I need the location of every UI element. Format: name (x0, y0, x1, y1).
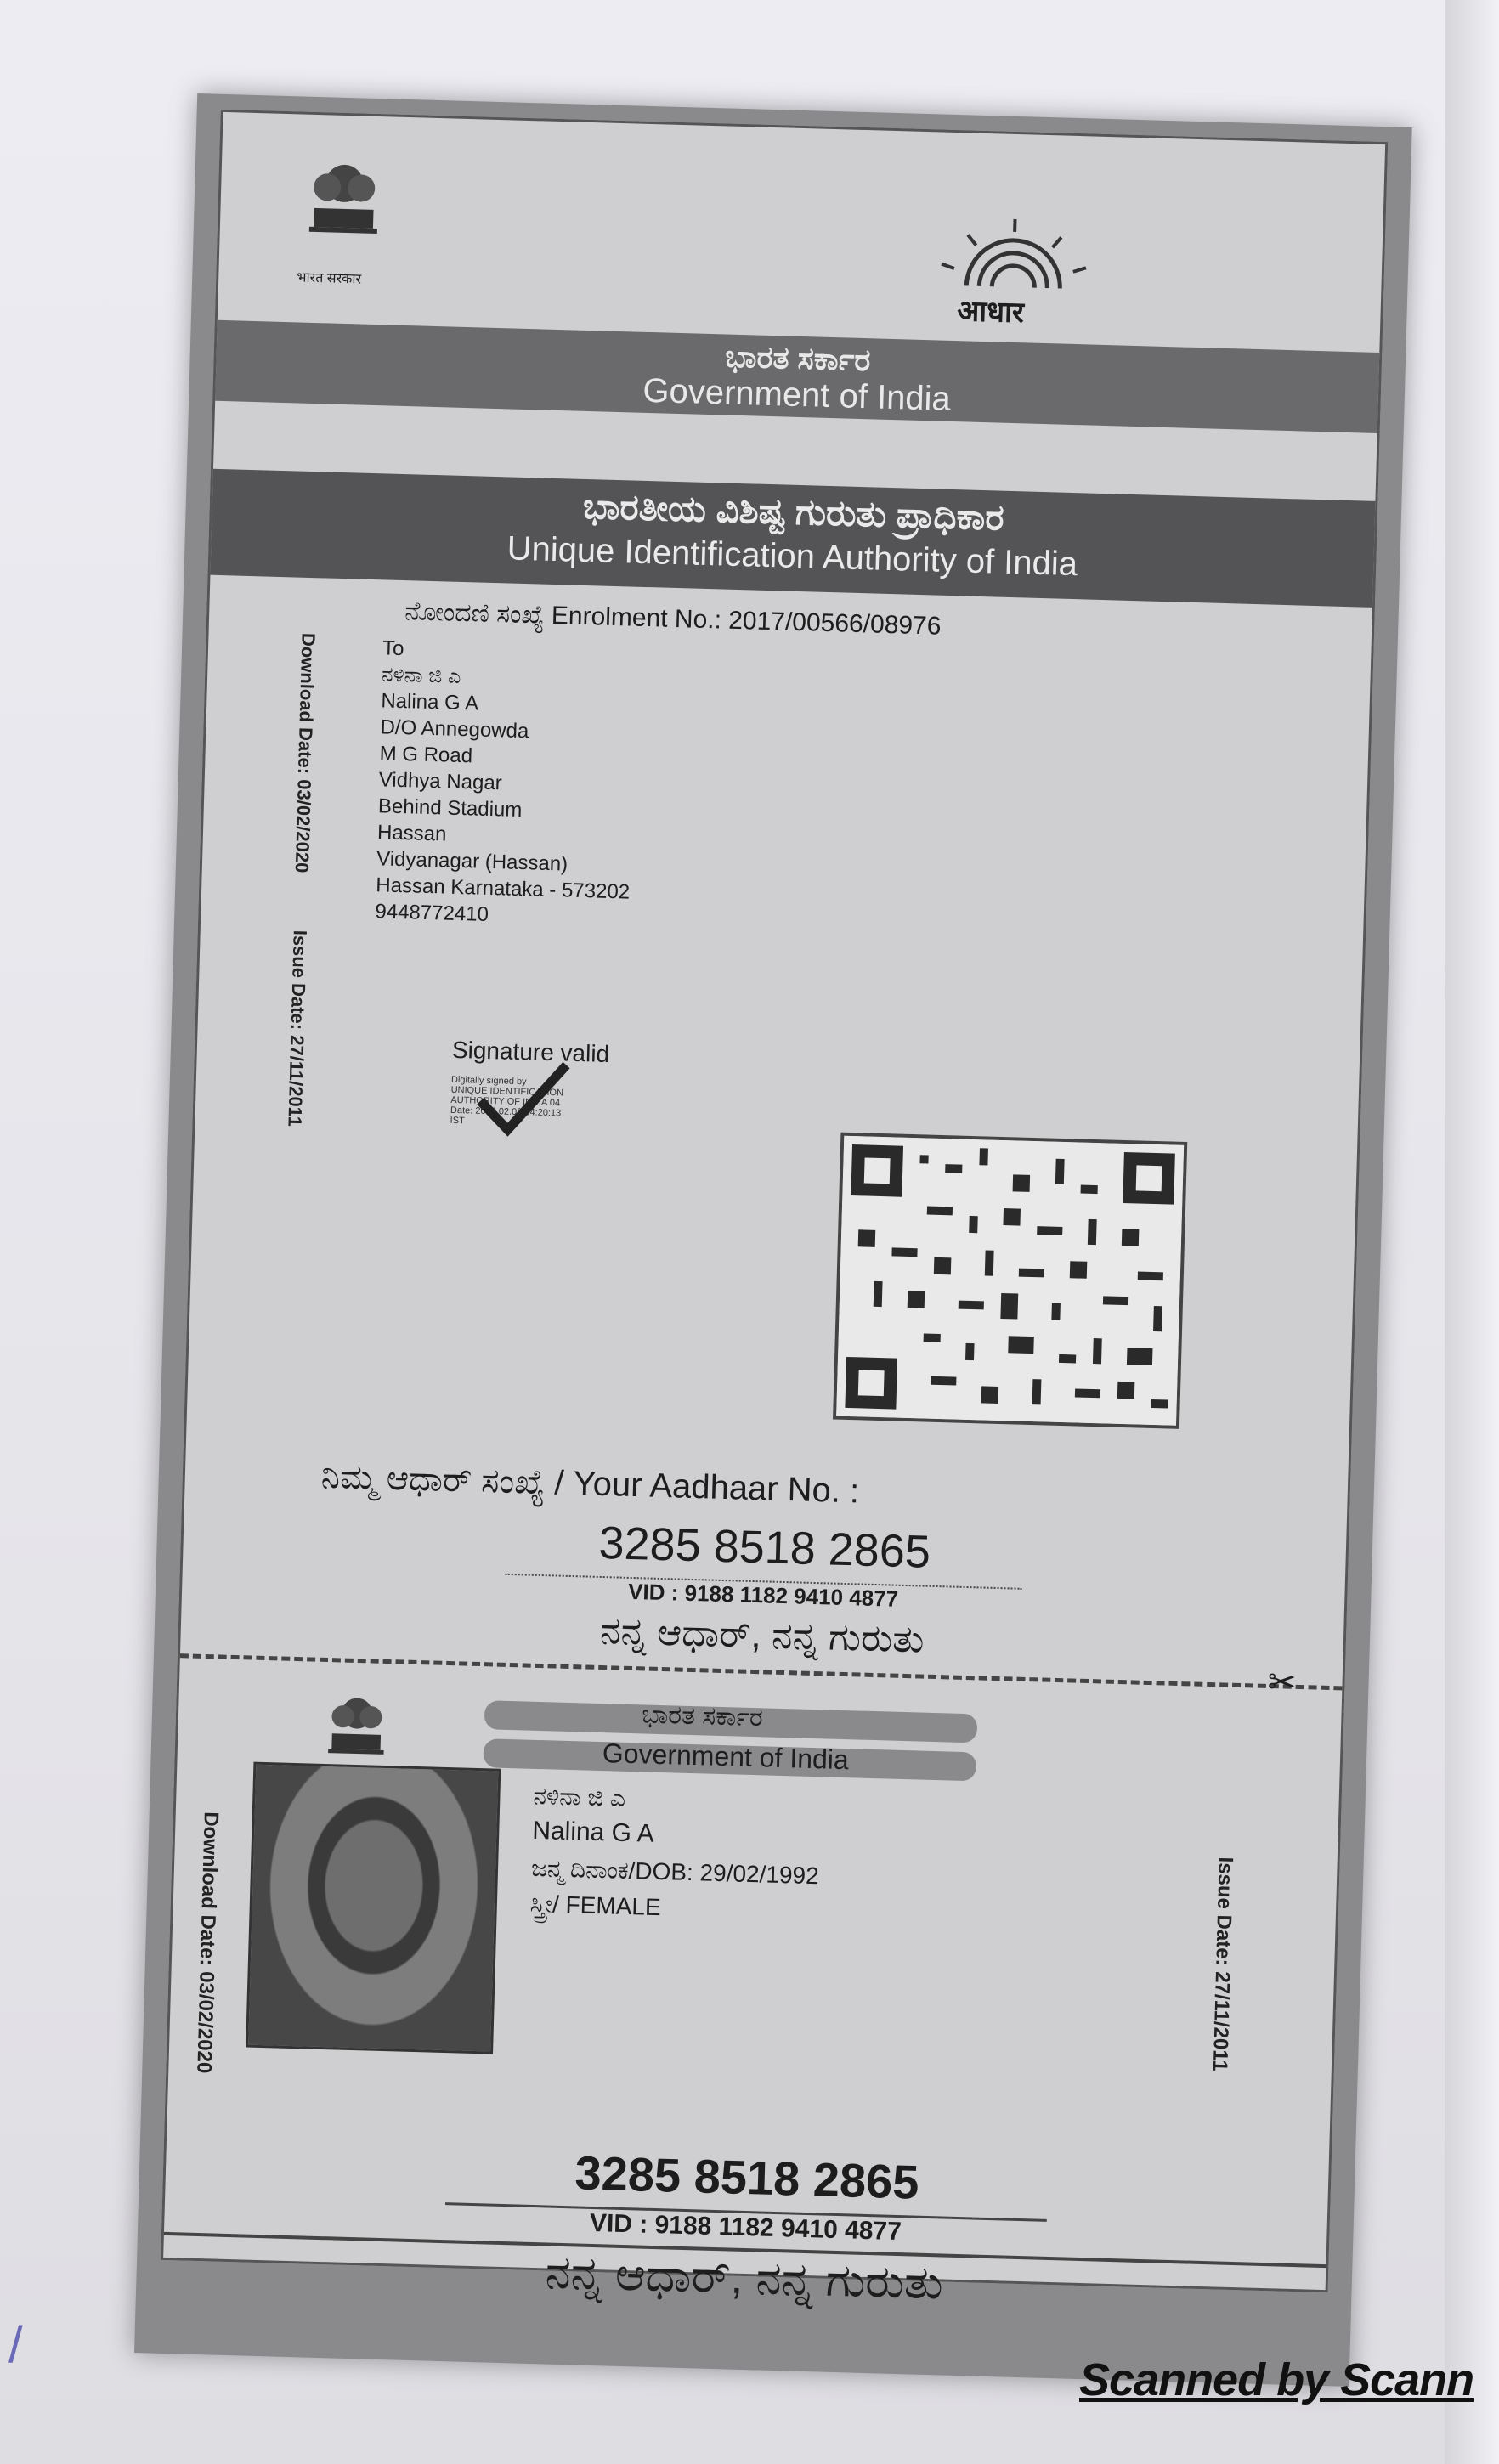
letter-issue-date: Issue Date: 27/11/2011 (284, 930, 311, 1127)
address-line: Hassan Karnataka - 573202 (375, 873, 631, 904)
gov-title-english: Government of India (642, 371, 952, 418)
address-line: 9448772410 (375, 900, 489, 926)
address-line: To (382, 636, 404, 661)
address-line: Hassan (376, 821, 447, 846)
qr-pattern-icon (836, 1136, 1184, 1426)
aadhaar-printout (134, 93, 1412, 2387)
checkmark-icon (475, 1054, 571, 1142)
signature-label: Signature valid (451, 1036, 610, 1068)
print-area (161, 110, 1388, 2309)
holder-photo (246, 1762, 501, 2054)
card-vid: VID : 9188 1182 9410 4877 (589, 2208, 902, 2246)
signature-detail-line: UNIQUE IDENTIFICATION (450, 1084, 564, 1099)
enrolment-number: ನೋಂದಣಿ ಸಂಖ್ಯೆ Enrolment No.: 2017/00566/08976 (404, 597, 942, 641)
address-line: Vidyanagar (Hassan) (376, 847, 568, 876)
address-line: M G Road (379, 742, 473, 768)
qr-code (833, 1133, 1187, 1429)
address-line: D/O Annegowda (380, 715, 529, 743)
card-aadhaar-number: 3285 8518 2865 (574, 2145, 920, 2209)
address-line: Vidhya Nagar (378, 768, 503, 795)
letter-aadhaar-number: 3285 8518 2865 (597, 1517, 931, 1578)
card-issue-date: Issue Date: 27/11/2011 (1208, 1856, 1237, 2072)
card-name-english: Nalina G A (531, 1816, 655, 1848)
emblem-caption: भारत सरकार (297, 270, 362, 287)
card-dob: ಜನ್ಮ ದಿನಾಂಕ/DOB: 29/02/1992 (530, 1854, 820, 1890)
letter-download-date: Download Date: 03/02/2020 (291, 632, 320, 873)
letter-tagline: ನನ್ನ ಆಧಾರ್, ನನ್ನ ಗುರುತು (599, 1609, 925, 1661)
ashoka-emblem-icon (296, 148, 393, 261)
address-line: Behind Stadium (377, 794, 523, 822)
uidai-title-kannada: ಭಾರತೀಯ ವಿಶಿಷ್ಟ ಗುರುತು ಪ್ರಾಧಿಕಾರ (582, 485, 1005, 538)
card-tagline: ನನ್ನ ಆಧಾರ್, ನನ್ನ ಗುರುತು (544, 2246, 944, 2309)
signature-detail-line: IST (450, 1115, 465, 1127)
card-gov-kannada: ಭಾರತ ಸರ್ಕಾರ (641, 1700, 764, 1732)
signature-detail-line: AUTHORITY OF INDIA 04 (450, 1094, 561, 1109)
scissors-icon: ✂ (1266, 1663, 1297, 1702)
address-block (375, 635, 636, 931)
card-gender: ಸ್ತ್ರೀ/ FEMALE (529, 1890, 662, 1921)
aadhaar-logo-text: आधार (956, 295, 1025, 330)
paper-edge (1445, 0, 1499, 2464)
your-aadhaar-label: ನಿಮ್ಮ ಆಧಾರ್ ಸಂಖ್ಯೆ / Your Aadhaar No. : (320, 1457, 860, 1511)
scanner-watermark: Scanned by Scann (1079, 2354, 1474, 2405)
card-name-kannada: ನಳಿನಾ ಜಿ ಎ (533, 1782, 626, 1811)
gov-title-kannada: ಭಾರತ ಸರ್ಕಾರ (724, 338, 871, 378)
signature-detail-line: Date: 2020.02.03 14:20:13 (450, 1105, 562, 1119)
card-download-date: Download Date: 03/02/2020 (192, 1811, 223, 2074)
card-gov-english: Government of India (602, 1738, 850, 1776)
pen-mark: / (8, 2316, 23, 2373)
address-line: ನಳಿನಾ ಜಿ ಎ (381, 663, 461, 688)
address-line: Nalina G A (381, 689, 479, 715)
letter-vid: VID : 9188 1182 9410 4877 (627, 1578, 899, 1612)
uidai-title-english: Unique Identification Authority of India (506, 529, 1078, 584)
signature-detail-line: Digitally signed by (450, 1074, 527, 1088)
